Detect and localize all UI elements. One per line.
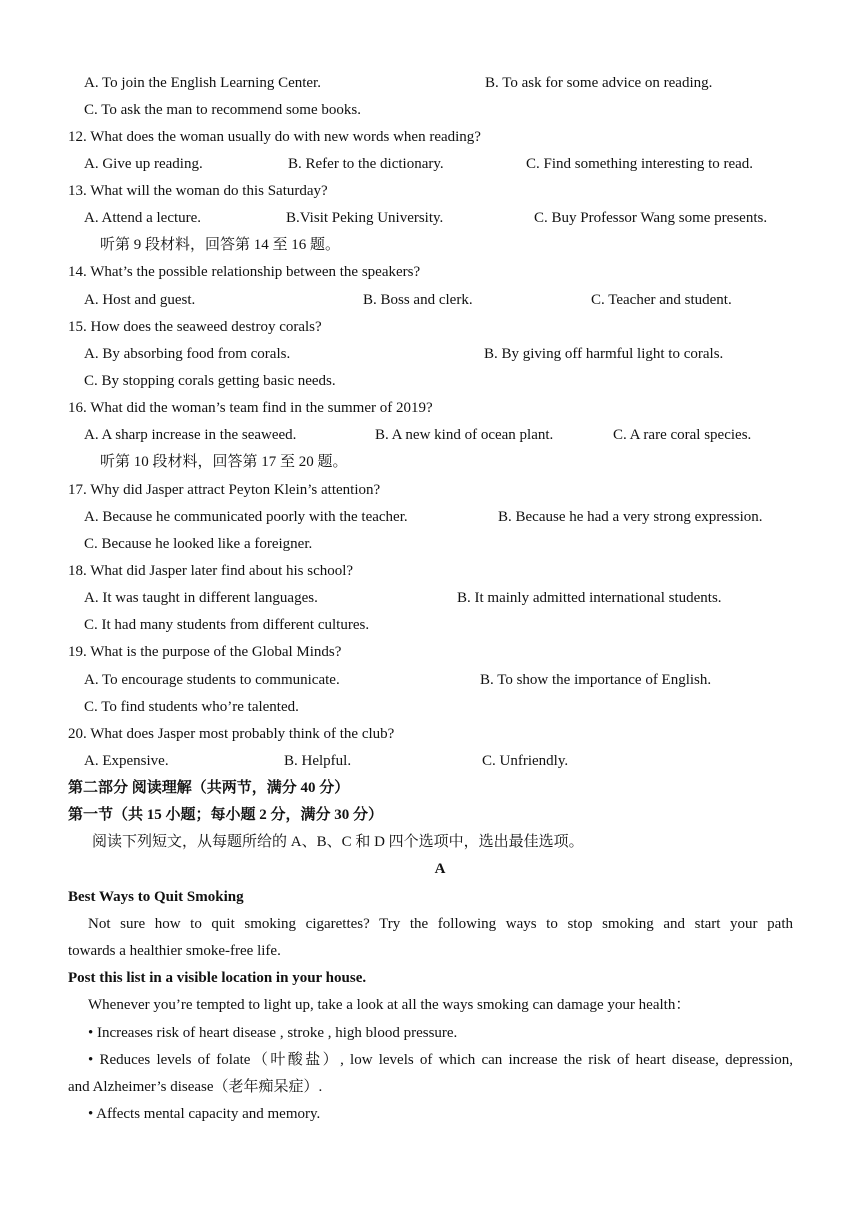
reading-instruction: 阅读下列短文，从每题所给的 A、B、C 和 D 四个选项中，选出最佳选项。 <box>92 834 584 850</box>
q16-option-a: A. A sharp increase in the seaweed. <box>84 427 297 443</box>
q12-options <box>84 151 814 178</box>
q14-options <box>84 287 814 314</box>
q17-stem: 17. Why did Jasper attract Peyton Klein’s attention? <box>68 482 381 498</box>
q20-option-a: A. Expensive. <box>84 753 169 769</box>
q15-option-a: A. By absorbing food from corals. <box>84 346 291 362</box>
passage-letter: A <box>434 861 446 877</box>
q14-stem: 14. What’s the possible relationship between the speakers? <box>68 264 421 280</box>
q13-option-b: B.Visit Peking University. <box>286 210 444 226</box>
q12-stem: 12. What does the woman usually do with new words when reading? <box>68 129 481 145</box>
q13-option-a: A. Attend a lecture. <box>84 210 202 226</box>
q16-stem: 16. What did the woman’s team find in the summer of 2019? <box>68 400 433 416</box>
q12-option-b: B. Refer to the dictionary. <box>288 156 444 172</box>
part2-heading: 第二部分 阅读理解（共两节，满分 40 分） <box>68 780 350 796</box>
q20-option-c: C. Unfriendly. <box>482 753 569 769</box>
q11-option-c: C. To ask the man to recommend some books. <box>84 102 361 118</box>
q17-option-c: C. Because he looked like a foreigner. <box>84 536 313 552</box>
q20-options <box>84 748 814 775</box>
listening-instruction-10: 听第 10 段材料，回答第 17 至 20 题。 <box>100 454 348 470</box>
q18-stem: 18. What did Jasper later find about his school? <box>68 563 354 579</box>
passage-title: Best Ways to Quit Smoking <box>68 889 244 905</box>
q15-option-b: B. By giving off harmful light to corals. <box>484 346 724 362</box>
q11-option-b: B. To ask for some advice on reading. <box>485 75 713 91</box>
q18-option-a: A. It was taught in different languages. <box>84 590 318 606</box>
q18-option-c: C. It had many students from different cultures. <box>84 617 370 633</box>
para1-line2: towards a healthier smoke-free life. <box>68 943 281 959</box>
q19-stem: 19. What is the purpose of the Global Minds? <box>68 644 342 660</box>
q16-option-c: C. A rare coral species. <box>613 427 752 443</box>
bullet-3: • Affects mental capacity and memory. <box>88 1106 321 1122</box>
q18-options-row1 <box>84 585 814 612</box>
q19-option-b: B. To show the importance of English. <box>480 672 712 688</box>
bullet-1: • Increases risk of heart disease , stroke , high blood pressure. <box>88 1025 458 1041</box>
q16-options <box>84 422 814 449</box>
q13-options <box>84 205 814 232</box>
q19-option-c: C. To find students who’re talented. <box>84 699 299 715</box>
q17-option-a: A. Because he communicated poorly with the teacher. <box>84 509 408 525</box>
q14-option-c: C. Teacher and student. <box>591 292 732 308</box>
bullet-2-line2: and Alzheimer’s disease（老年痴呆症）. <box>68 1079 323 1095</box>
section1-heading: 第一节（共 15 小题；每小题 2 分，满分 30 分） <box>68 807 384 823</box>
q12-option-c: C. Find something interesting to read. <box>526 156 754 172</box>
q20-option-b: B. Helpful. <box>284 753 352 769</box>
q13-stem: 13. What will the woman do this Saturday? <box>68 183 328 199</box>
q19-option-a: A. To encourage students to communicate. <box>84 672 340 688</box>
q11-options-row1 <box>84 70 814 97</box>
q16-option-b: B. A new kind of ocean plant. <box>375 427 554 443</box>
q14-option-a: A. Host and guest. <box>84 292 196 308</box>
para2: Whenever you’re tempted to light up, take a look at all the ways smoking can damage your health： <box>88 997 691 1013</box>
para1-line1: Not sure how to quit smoking cigarettes? Try the following ways to stop smoking and start your path <box>88 916 793 932</box>
q20-stem: 20. What does Jasper most probably think of the club? <box>68 726 395 742</box>
q11-option-a: A. To join the English Learning Center. <box>84 75 321 91</box>
q15-stem: 15. How does the seaweed destroy corals? <box>68 319 322 335</box>
bullet-2-line1: • Reduces levels of folate（叶酸盐）, low levels of which can increase the risk of heart disease, depression, <box>88 1052 793 1068</box>
q19-options-row1 <box>84 667 814 694</box>
q18-option-b: B. It mainly admitted international students. <box>457 590 722 606</box>
q17-options-row1 <box>84 504 814 531</box>
q14-option-b: B. Boss and clerk. <box>363 292 473 308</box>
q12-option-a: A. Give up reading. <box>84 156 203 172</box>
q13-option-c: C. Buy Professor Wang some presents. <box>534 210 768 226</box>
q15-option-c: C. By stopping corals getting basic needs. <box>84 373 336 389</box>
subheading: Post this list in a visible location in your house. <box>68 970 367 986</box>
q15-options-row1 <box>84 341 814 368</box>
q17-option-b: B. Because he had a very strong expression. <box>498 509 763 525</box>
listening-instruction-9: 听第 9 段材料，回答第 14 至 16 题。 <box>100 237 341 253</box>
